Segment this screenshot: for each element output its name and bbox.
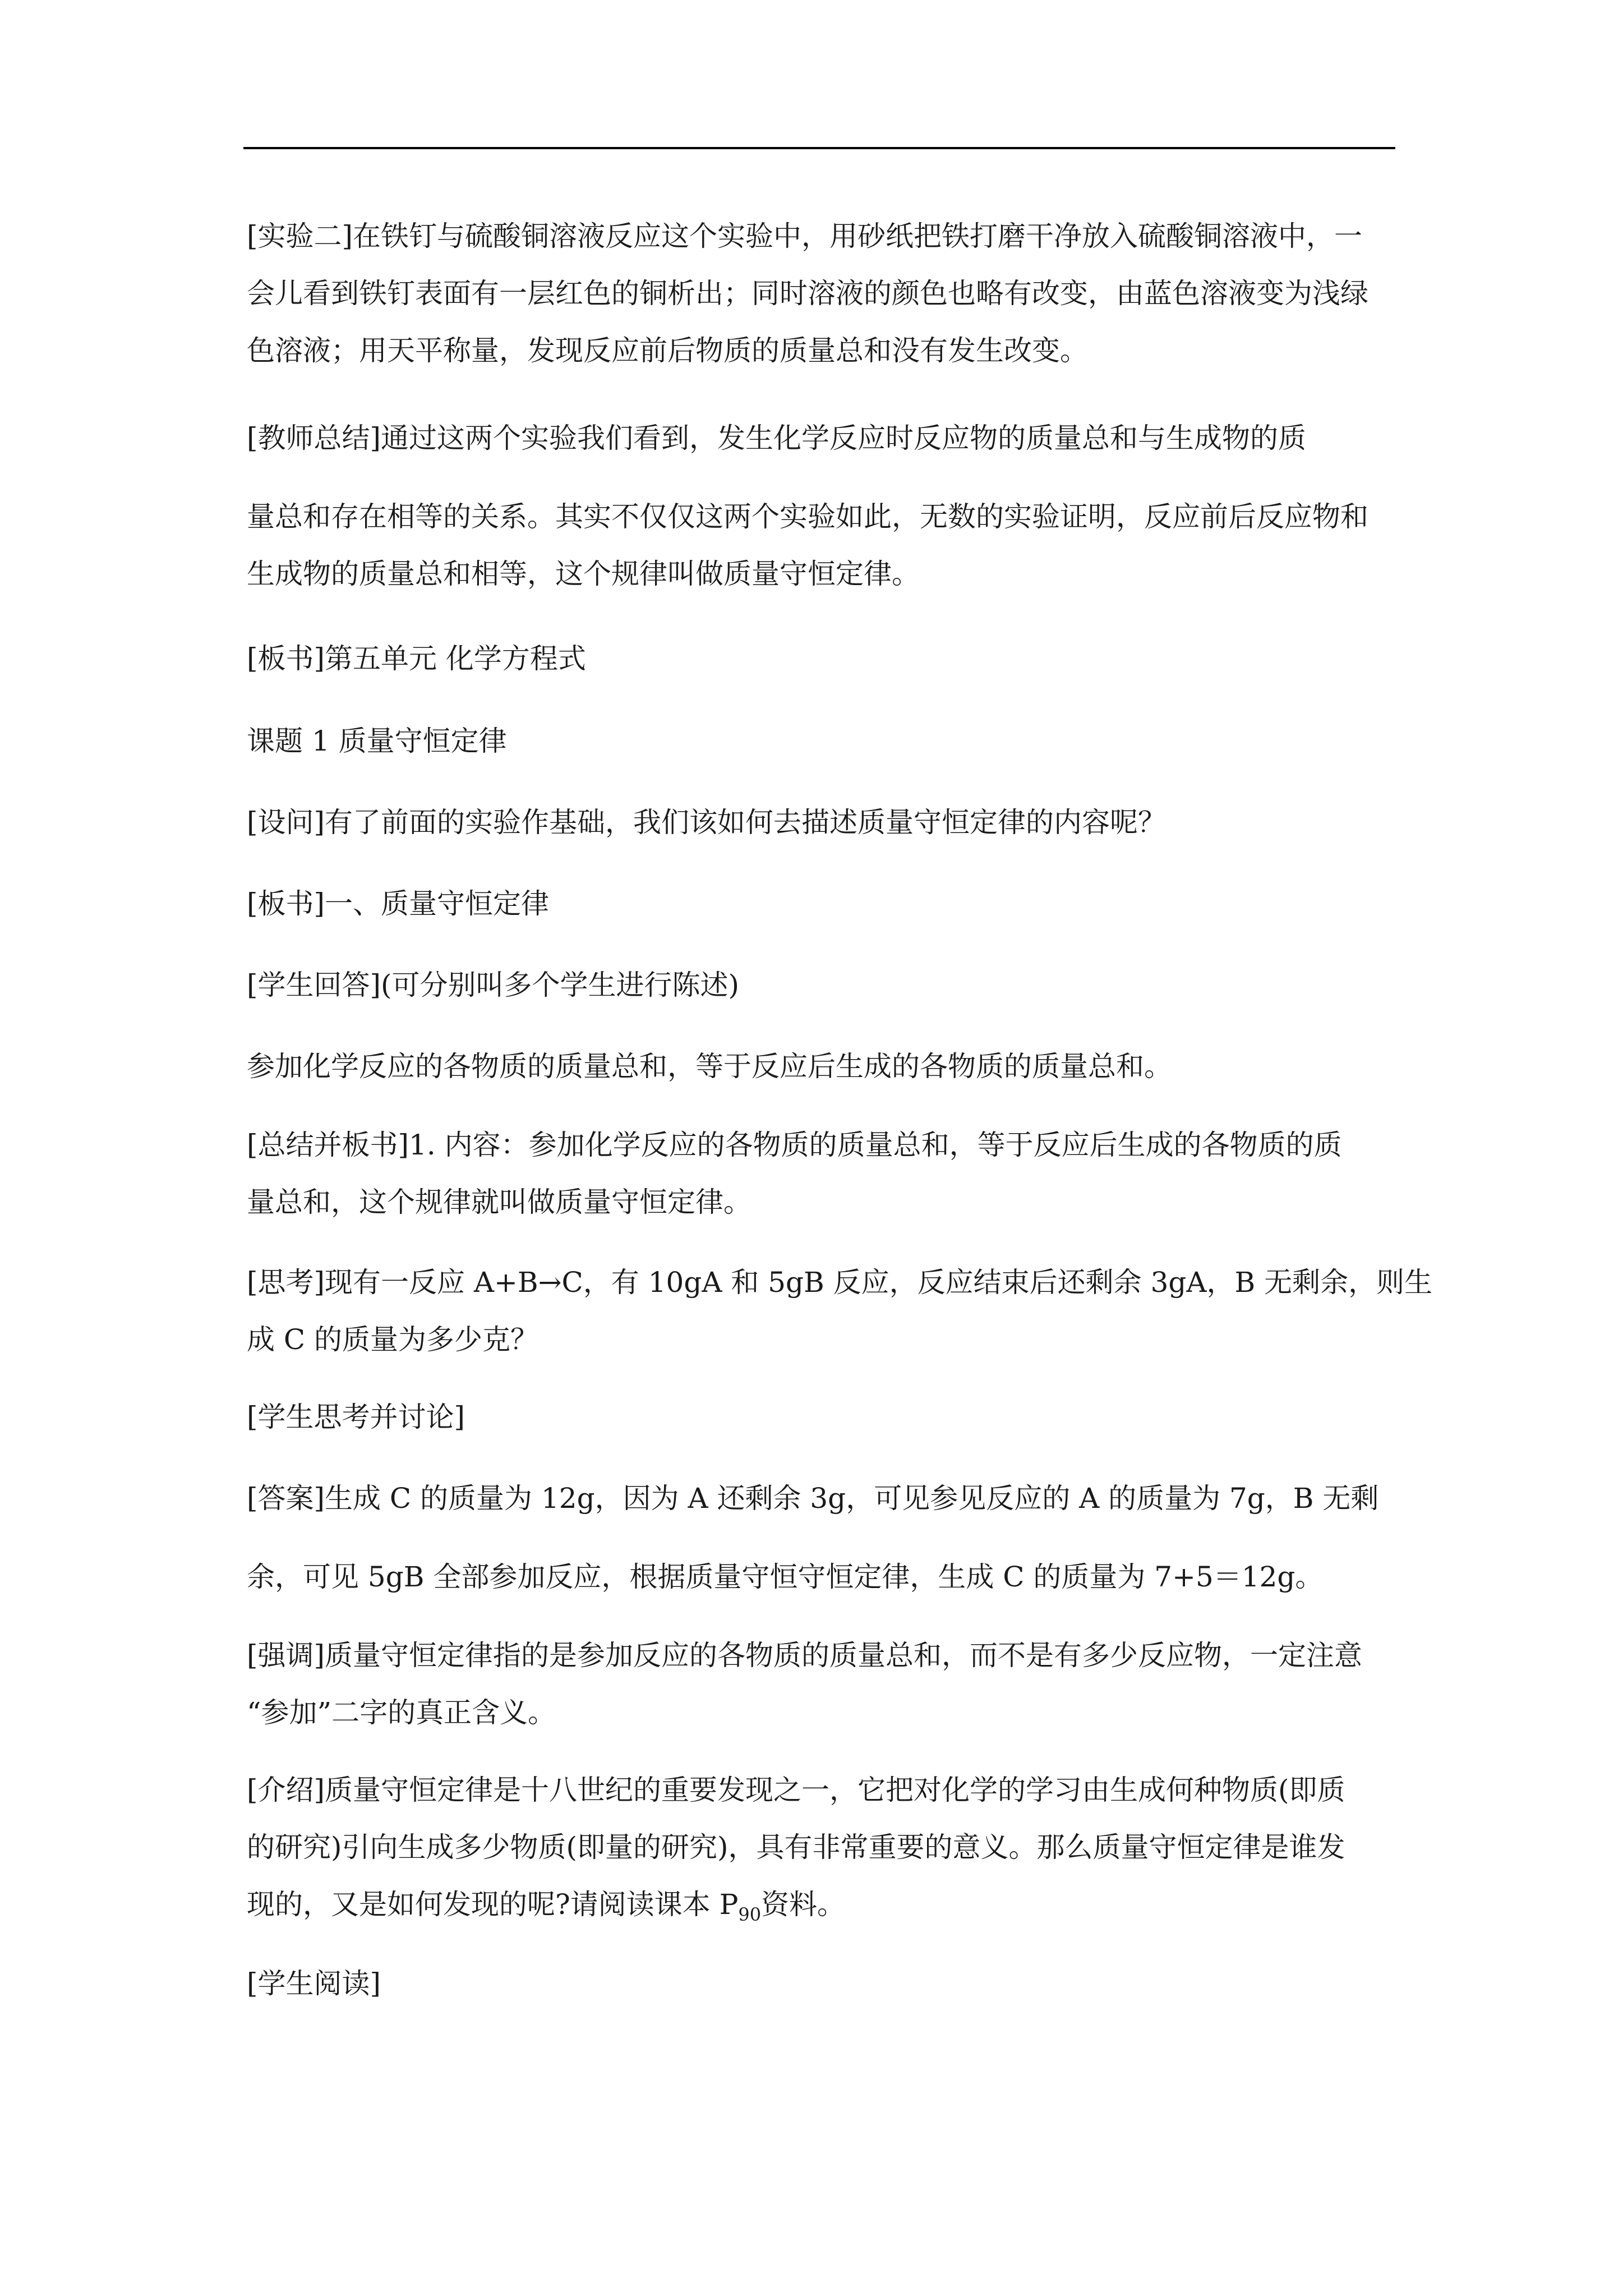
paragraph-student-answer [247, 956, 1402, 1014]
text-line: [介绍]质量守恒定律是十八世纪的重要发现之一，它把对化学的学习由生成何种物质(即质 [247, 1774, 1345, 1806]
text-line: [学生回答](可分别叫多个学生进行陈述) [247, 969, 740, 1001]
text-line: 会儿看到铁钉表面有一层红色的铜析出；同时溶液的颜色也略有改变，由蓝色溶液变为浅绿 [247, 277, 1368, 310]
text-line: [板书]一、质量守恒定律 [247, 887, 550, 920]
text-line: [答案]生成 C 的质量为 12g，因为 A 还剩余 3g，可见参见反应的 A 的质量为 7g，B 无剩 [247, 1482, 1379, 1515]
paragraph-answer-content [247, 1038, 1402, 1095]
text-line: 参加化学反应的各物质的质量总和，等于反应后生成的各物质的质量总和。 [247, 1050, 1172, 1083]
paragraph-answer-second [247, 1548, 1402, 1605]
paragraph-teacher-summary [247, 409, 1402, 467]
subscript-page-number: 90 [738, 1904, 762, 1925]
text-line: [设问]有了前面的实验作基础，我们该如何去描述质量守恒定律的内容呢？ [247, 806, 1166, 839]
text-line: 成 C 的质量为多少克？ [247, 1323, 539, 1356]
paragraph-lesson-title [247, 712, 1402, 770]
text-line-with-subscript [247, 1876, 1402, 1936]
paragraph-question [247, 794, 1402, 851]
header-rule [243, 147, 1395, 149]
paragraph-discuss [247, 1388, 1402, 1446]
text-line: [强调]质量守恒定律指的是参加反应的各物质的质量总和，而不是有多少反应物，一定注意 [247, 1639, 1363, 1672]
paragraph-intro [247, 1761, 1402, 1936]
paragraph-summary-board [247, 1116, 1402, 1231]
text-fragment: 现的，又是如何发现的呢?请阅读课本 P [247, 1888, 739, 1921]
text-line: 量总和存在相等的关系。其实不仅仅这两个实验如此，无数的实验证明，反应前后反应物和 [247, 500, 1368, 533]
paragraph-think [247, 1254, 1433, 1368]
text-line: [教师总结]通过这两个实验我们看到，发生化学反应时反应物的质量总和与生成物的质 [247, 422, 1307, 454]
paragraph-experiment-two [247, 208, 1402, 379]
text-line: 色溶液；用天平称量，发现反应前后物质的质量总和没有发生改变。 [247, 334, 1088, 367]
text-line: 课题 1 质量守恒定律 [247, 725, 507, 757]
paragraph-emphasis [247, 1627, 1402, 1741]
paragraph-board-law [247, 875, 1402, 932]
text-line: “参加”二字的真正含义。 [247, 1696, 556, 1729]
text-line: [总结并板书]1. 内容：参加化学反应的各物质的质量总和，等于反应后生成的各物质的质 [247, 1129, 1342, 1161]
text-line: [板书]第五单元 化学方程式 [247, 642, 586, 675]
text-line: [学生阅读] [247, 1967, 381, 2000]
text-line: 量总和，这个规律就叫做质量守恒定律。 [247, 1186, 751, 1218]
paragraph-answer-first [247, 1470, 1402, 1527]
text-fragment: 资料。 [761, 1888, 846, 1921]
text-line: [学生思考并讨论] [247, 1401, 465, 1433]
text-line: [实验二]在铁钉与硫酸铜溶液反应这个实验中，用砂纸把铁打磨干净放入硫酸铜溶液中，一 [247, 220, 1363, 252]
text-line: 生成物的质量总和相等，这个规律叫做质量守恒定律。 [247, 558, 920, 590]
text-line: 的研究)引向生成多少物质(即量的研究)，具有非常重要的意义。那么质量守恒定律是谁发 [247, 1831, 1345, 1864]
text-line: 余，可见 5gB 全部参加反应，根据质量守恒守恒定律，生成 C 的质量为 7+5＝12g。 [247, 1561, 1324, 1593]
paragraph-board-unit [247, 630, 1402, 687]
paragraph-student-read [247, 1955, 1402, 2012]
text-line: [思考]现有一反应 A+B→C，有 10gA 和 5gB 反应，反应结束后还剩余 3gA，B 无剩余，则生 [247, 1266, 1433, 1299]
paragraph-teacher-summary-continued [247, 488, 1402, 602]
